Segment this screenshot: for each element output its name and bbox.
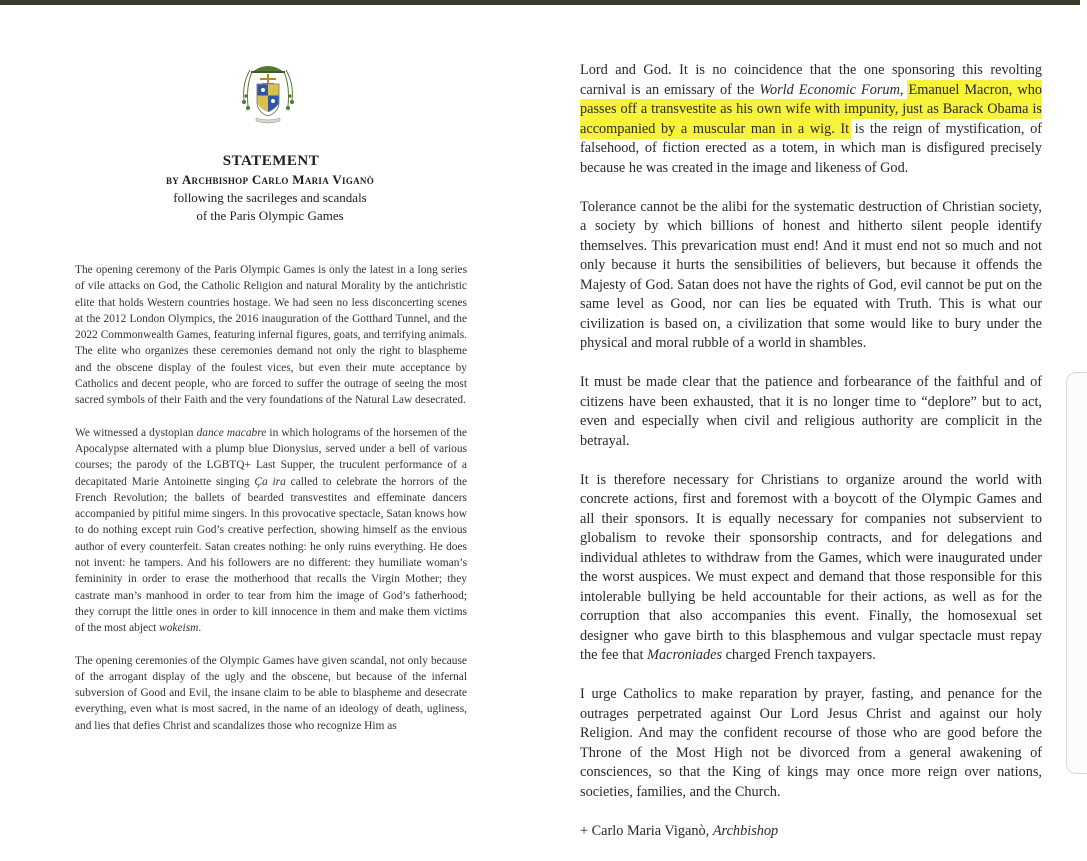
text-run: . xyxy=(198,622,202,635)
right-paragraph-3: It must be made clear that the patience and forbearance of the faithful and of citizens have been exhausted, that it is no longer time to “deplore” but to act, even and especially when civil and religious authority are complicit in the betrayal. xyxy=(580,374,1042,449)
page-edge-tab[interactable] xyxy=(1066,372,1087,774)
right-paragraph-5: I urge Catholics to make reparation by prayer, fasting, and penance for the outrages perpetrated against Our Lord Jesus Christ and against our holy Religion. And may the confident recourse of those who are good before the Throne of the Most High not be divorced from a general awakening of consciences, so that the King of kings may once more reign over nations, societies, families, and the Church. xyxy=(580,686,1042,800)
coat-of-arms-icon xyxy=(238,60,298,126)
text-run: , xyxy=(899,81,909,98)
highlighted-passage: Emanuel Macron, who passes off a transvestite as his own wife with impunity, just as Barack Obama is accompanied by a muscular man in a wig. It xyxy=(580,81,1042,137)
text-run: called to celebrate the horrors of the French Revolution; the ballets of bearded transvestites and effeminate dancers accompanied by pitiful mime singers. In this provocative spectacle, Satan knows how to do nothing except ruin God’s creative perfection, showing himself as the envious author of every counterfeit. Satan creates nothing: he only ruins everything. He does not invent: he tampers. And his followers are no different: they humiliate woman’s femininity in order to erase the motherhood that recalls the Virgin Mother; they castrate man’s manhood in order to tear from him the image of God’s fatherhood; they corrupt the little ones in order to kill innocence in them and make them victims of the most abject xyxy=(75,475,467,635)
italic-run: dance macabre xyxy=(196,426,267,439)
right-page xyxy=(580,61,1042,861)
left-paragraph-3: The opening ceremonies of the Olympic Games have given scandal, not only because of the arrogant display of the ugly and the obscene, but because of the infernal subversion of Good and Evil, the insane claim to be able to blaspheme and desecrate everything, even what is most sacred, in the name of an ideology of death, ugliness, and lies that defies Christ and scandalizes those who recognize Him as xyxy=(75,654,467,732)
top-edge-bar xyxy=(0,0,1080,5)
italic-run: wokeism xyxy=(159,622,199,635)
right-paragraph-2: Tolerance cannot be the alibi for the systematic destruction of Christian society, a society by which billions of honest and hitherto silent people identify themselves. This prevarication must end! And it must end not so much and not only because it hurts the sensibilities of believers, but because it offends the Majesty of God. Satan does not have the rights of God, evil cannot be put on the same level as Good, nor can lies be equated with Truth. This is what our civilization is based on, a civilization that some would like to bury under the physical and moral rubble of a world in shambles. xyxy=(580,198,1042,351)
subtitle-line-1: following the sacrileges and scandals xyxy=(173,190,367,205)
text-run: charged French taxpayers. xyxy=(722,647,876,663)
text-run: Lord and God. It is no coincidence that the one sponsoring this revolting carnival is an emissary of the xyxy=(580,62,1042,98)
signature-name: + Carlo Maria Viganò, xyxy=(580,822,713,839)
italic-run: Ça ira xyxy=(254,475,286,488)
right-paragraph-4 xyxy=(580,471,1042,666)
signature-title: Archbishop xyxy=(712,822,779,839)
statement-title: STATEMENT xyxy=(222,153,320,169)
right-paragraph-1 xyxy=(580,61,1042,178)
left-paragraph-2 xyxy=(75,425,467,637)
text-run: in which holograms of the horsemen of the Apocalypse alternated with a plump blue Dionysius, served under a bell of various courses; the parody of the LGBTQ+ Last Supper, the truculent performance of a decapitated Marie Antoinette singing xyxy=(75,426,467,488)
left-paragraph-1: The opening ceremony of the Paris Olympic Games is only the latest in a long series of vile attacks on God, the Catholic Religion and natural Morality by the antichristic elite that holds Western countries hostage. We had seen no less disconcerting scenes at the 2012 London Olympics, the 2016 inauguration of the Gotthard Tunnel, and the 2022 Commonwealth Games, featuring infernal figures, goats, and terrifying animals. The elite who organizes these ceremonies demand not only the right to blaspheme and the obscene display of the foulest vices, but even their mute acceptance by Catholics and decent people, who are forced to suffer the outrage of seeing the most sacred symbols of their Faith and the very foundations of the Natural Law desecrated. xyxy=(75,264,467,407)
text-run: It is therefore necessary for Christians to organize around the world with concrete actions, first and foremost with a boycott of the Olympic Games and all their sponsors. It is equally necessary for companies not subservient to globalism to revoke their sponsorship contracts, and for delegations and individual athletes to withdraw from the Games, which were inaugurated under the worst auspices. We must expect and demand that those responsible for this intolerable bullying be held accountable for their actions, as well as for the corruption that also accompanies this event. Finally, the homosexual set designer who gave birth to this blasphemous and vulgar spectacle must repay the fee that xyxy=(580,471,1042,663)
left-column-text xyxy=(75,262,467,750)
subtitle-line-2: of the Paris Olympic Games xyxy=(196,208,344,223)
italic-run: Macroniades xyxy=(647,647,723,663)
text-run: We witnessed a dystopian xyxy=(75,426,197,439)
signature xyxy=(580,822,1042,842)
text-run: is the reign of mystification, of falsehood, of fiction erected as a totem, in which man is disfigured precisely because he was created in the image and likeness of God. xyxy=(580,120,1042,176)
statement-heading xyxy=(60,152,470,225)
italic-run: World Economic Forum xyxy=(759,81,900,98)
author-byline: by Archbishop Carlo Maria Viganò xyxy=(165,172,375,187)
